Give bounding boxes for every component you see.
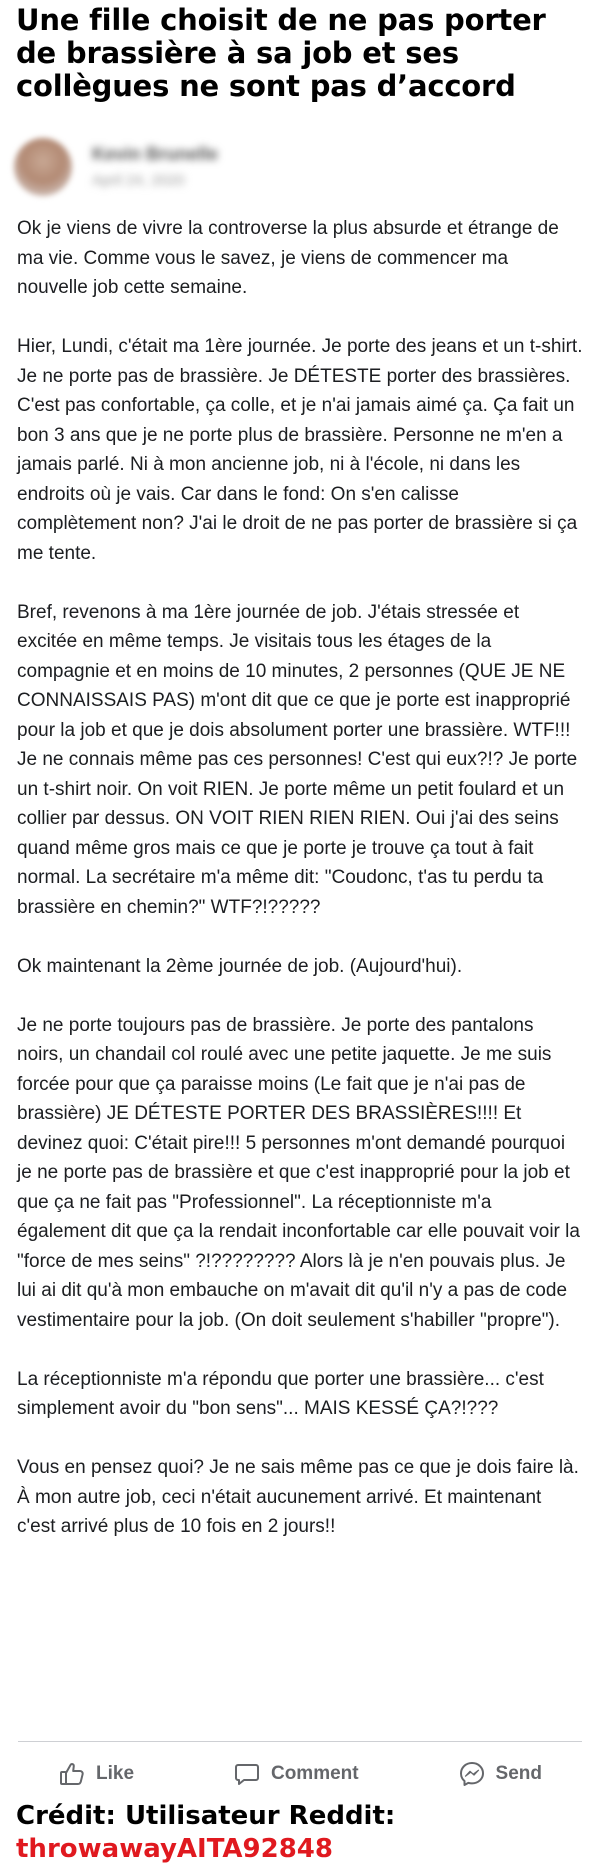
headline: Une fille choisit de ne pas porter de brassière à sa job et ses collègues ne sont pas d’accord [16,3,546,103]
send-button[interactable] [418,1760,582,1788]
divider [18,1741,582,1742]
thumbs-up-icon [58,1760,86,1788]
avatar[interactable] [14,138,72,196]
author-row [14,138,584,200]
comment-button[interactable] [193,1760,399,1788]
post-paragraph: Vous en pensez quoi? Je ne sais même pas ce que je dois faire là. À mon autre job, ceci n'était aucunement arrivé. Et maintenant c'est arrivé plus de 10 fois en 2 jours!! [17,1457,585,1537]
send-label: Send [495,1763,542,1784]
post-body [17,214,588,1571]
post-date[interactable]: April 24, 2020 [92,172,185,189]
post-paragraph: La réceptionniste m'a répondu que porter une brassière... c'est simplement avoir du "bon sens"... MAIS KESSÉ ÇA?!??? [17,1368,550,1419]
speech-bubble-icon [233,1760,261,1788]
like-label: Like [96,1763,135,1784]
credit [16,1800,586,1866]
post-paragraph: Je ne porte toujours pas de brassière. Je porte des pantalons noirs, un chandail col roulé avec une petite jaquette. Je me suis forcée pour que ça paraisse moins (Le fait que je n'ai pas de brassière) JE DÉTESTE PORTER DES BRASSIÈRES!!!! Et devinez quoi: C'était pire!!! 5 personnes m'ont demandé pourquoi je ne porte pas de brassière et que c'est inapproprié pour la job et que ça ne fait pas "Professionnel". La réceptionniste m'a également dit que ça la rendait inconfortable car elle pouvait voir la "force de mes seins" ?!???????? Alors là je n'en pouvais plus. Je lui ai dit qu'à mon embauche on m'avait dit qu'il n'y a pas de code vestimentaire pour la job. (On doit seulement s'habiller "propre"). [17,1014,586,1331]
comment-label: Comment [270,1763,359,1784]
post-paragraph: Ok maintenant la 2ème journée de job. (Aujourd'hui). [17,955,463,977]
author-name[interactable]: Kevin Brunelle [92,144,219,164]
post-paragraph: Ok je viens de vivre la controverse la plus absurde et étrange de ma vie. Comme vous le savez, je viens de commencer ma nouvelle job cette semaine. [17,218,565,298]
messenger-icon [458,1760,486,1788]
post-paragraph: Hier, Lundi, c'était ma 1ère journée. Je porte des jeans et un t-shirt. Je ne porte pas de brassière. Je DÉTESTE porter des brassières. C'est pas confortable, ça colle, et je n'ai jamais aimé ça. Ça fait un bon 3 ans que je ne porte plus de brassière. Personne ne m'en a jamais parlé. Ni à mon ancienne job, ni à l'école, ni dans les endroits où je vais. Car dans le fond: On s'en calisse complètement non? J'ai le droit de ne pas porter de brassière si ça me tente. [17,336,588,564]
credit-username: throwawayAITA92848 [16,1834,333,1864]
credit-label: Crédit: Utilisateur Reddit: [16,1801,396,1831]
post-paragraph: Bref, revenons à ma 1ère journée de job. J'étais stressée et excitée en même temps. Je visitais tous les étages de la compagnie et en moins de 10 minutes, 2 personnes (QUE JE NE CONNAISSAIS PAS) m'ont dit que ce que je porte est inapproprié pour la job et que je dois absolument porter une brassière. WTF!!! Je ne connais même pas ces personnes! C'est qui eux?!? Je porte un t-shirt noir. On voit RIEN. Je porte même un petit foulard et un collier par dessus. ON VOIT RIEN RIEN RIEN. Oui j'ai des seins quand même gros mais ce que je porte je trouve ça tout à fait normal. La secrétaire m'a même dit: "Coudonc, t'as tu perdu ta brassière en chemin?" WTF?!????? [17,601,583,918]
like-button[interactable] [18,1760,174,1788]
action-bar [18,1752,582,1796]
